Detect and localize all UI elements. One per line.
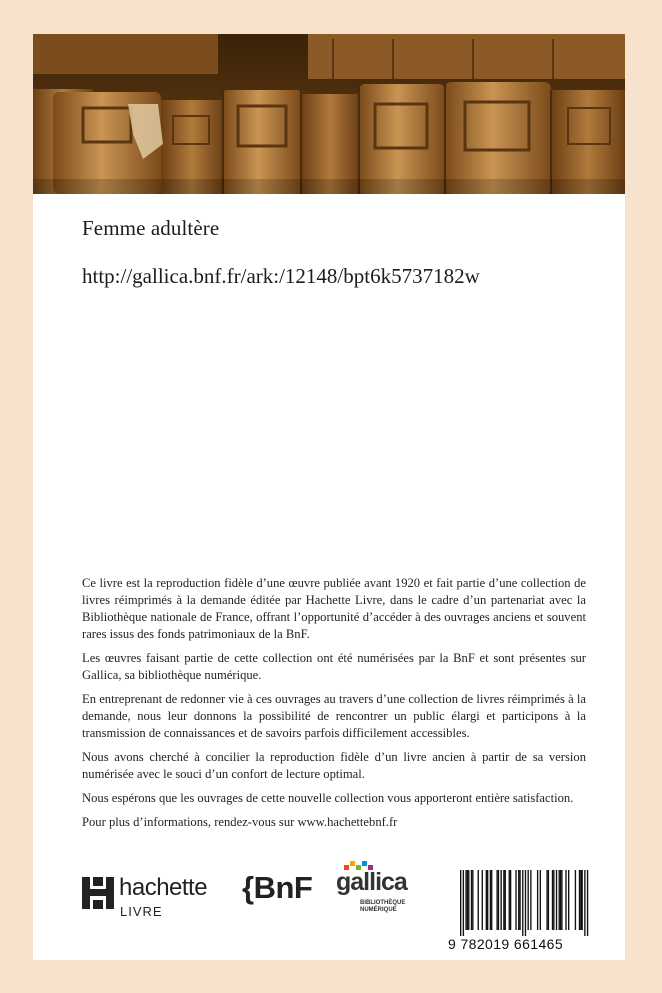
gallica-wordmark: gallica	[336, 868, 407, 896]
barcode-bar	[561, 870, 562, 930]
description-text	[82, 575, 586, 838]
barcode-bar	[537, 870, 538, 930]
bnf-logo: {BnF	[242, 870, 313, 905]
description-paragraph: Les œuvres faisant partie de cette collection ont été numérisées par la BnF et sont présentes sur Gallica, sa bibliothèque numérique.	[82, 651, 586, 682]
barcode-bar	[465, 870, 466, 930]
gallica-url[interactable]: http://gallica.bnf.fr/ark:/12148/bpt6k5737182w	[82, 264, 480, 288]
barcode-bar	[505, 870, 506, 930]
barcode-bar	[546, 870, 547, 930]
barcode-bar	[559, 870, 560, 930]
barcode-bar	[460, 870, 461, 936]
barcode-bar	[491, 870, 492, 930]
livre-wordmark: LIVRE	[120, 904, 163, 919]
barcode-bar	[568, 870, 569, 930]
barcode-bar	[471, 870, 472, 930]
barcode-bar	[582, 870, 583, 930]
description-paragraph: Ce livre est la reproduction fidèle d’une œuvre publiée avant 1920 et fait partie d’une collection de livres réimprimés à la demande éditée par Hachette Livre, dans le cadre d’un partenariat avec la Bibliothèque nationale de France, offrant l’opportunité d’accéder à des ouvrages anciens et souvent rares issus des fonds patrimoniaux de la BnF.	[82, 576, 586, 641]
barcode-bar	[530, 870, 531, 930]
barcode-bar	[518, 870, 519, 930]
barcode-bar	[501, 870, 502, 930]
barcode-bar	[468, 870, 469, 930]
barcode-bar	[587, 870, 588, 936]
description-paragraph: Nous espérons que les ouvrages de cette nouvelle collection vous apporteront entière satisfaction.	[82, 791, 574, 805]
publisher-logos	[81, 868, 431, 932]
description-paragraph: En entreprenant de redonner vie à ces ouvrages au travers d’une collection de livres réimprimés à la demande, nous leur donnons la possibilité de rencontrer un public élargi et participons à la transmission de connaissances et de savoirs parfois difficilement accessibles.	[82, 692, 586, 740]
hachette-h-icon	[81, 876, 115, 910]
barcode-bar	[472, 870, 473, 930]
barcode-bar	[490, 870, 491, 930]
barcode-bar	[510, 870, 511, 930]
isbn-digits: 9 782019 661465	[448, 936, 563, 952]
barcode-bar	[548, 870, 549, 930]
barcode-bar	[525, 870, 526, 936]
barcode-bar	[580, 870, 581, 930]
barcode-bar	[519, 870, 520, 930]
barcode-bar	[498, 870, 499, 930]
barcode-bar	[515, 870, 516, 930]
barcode-bars	[448, 870, 589, 936]
barcode-bar	[522, 870, 523, 936]
barcode-bar	[503, 870, 504, 930]
barcode-bar	[552, 870, 553, 930]
description-paragraph: Nous avons cherché à concilier la reproduction fidèle d’un livre ancien à partir de sa version numérisée avec le souci d’un confort de lecture optimal.	[82, 750, 586, 781]
hachette-livre-logo	[81, 874, 208, 919]
isbn-barcode	[448, 870, 589, 954]
barcode-bar	[486, 870, 487, 930]
book-back-cover	[33, 34, 625, 960]
barcode-bar	[584, 870, 585, 936]
gallica-subtitle: BIBLIOTHÈQUE NUMÉRIQUE	[360, 900, 406, 913]
barcode-bar	[553, 870, 554, 930]
book-title: Femme adultère	[82, 216, 220, 240]
barcode-bar	[560, 870, 561, 930]
description-paragraph: Pour plus d’informations, rendez-vous sur www.hachettebnf.fr	[82, 815, 398, 829]
barcode-bar	[565, 870, 566, 930]
barcode-bar	[463, 870, 464, 936]
barcode-bar	[482, 870, 483, 930]
barcode-bar	[467, 870, 468, 930]
barcode-bar	[496, 870, 497, 930]
barcode-bar	[487, 870, 488, 930]
hachette-wordmark: hachette	[119, 874, 208, 901]
barcode-bar	[528, 870, 529, 930]
barcode-bar	[556, 870, 557, 930]
barcode-bar	[575, 870, 576, 930]
barcode-bar	[579, 870, 580, 930]
barcode-bar	[478, 870, 479, 930]
barcode-bar	[509, 870, 510, 930]
book-spines-photo	[33, 34, 625, 194]
barcode-bar	[540, 870, 541, 930]
